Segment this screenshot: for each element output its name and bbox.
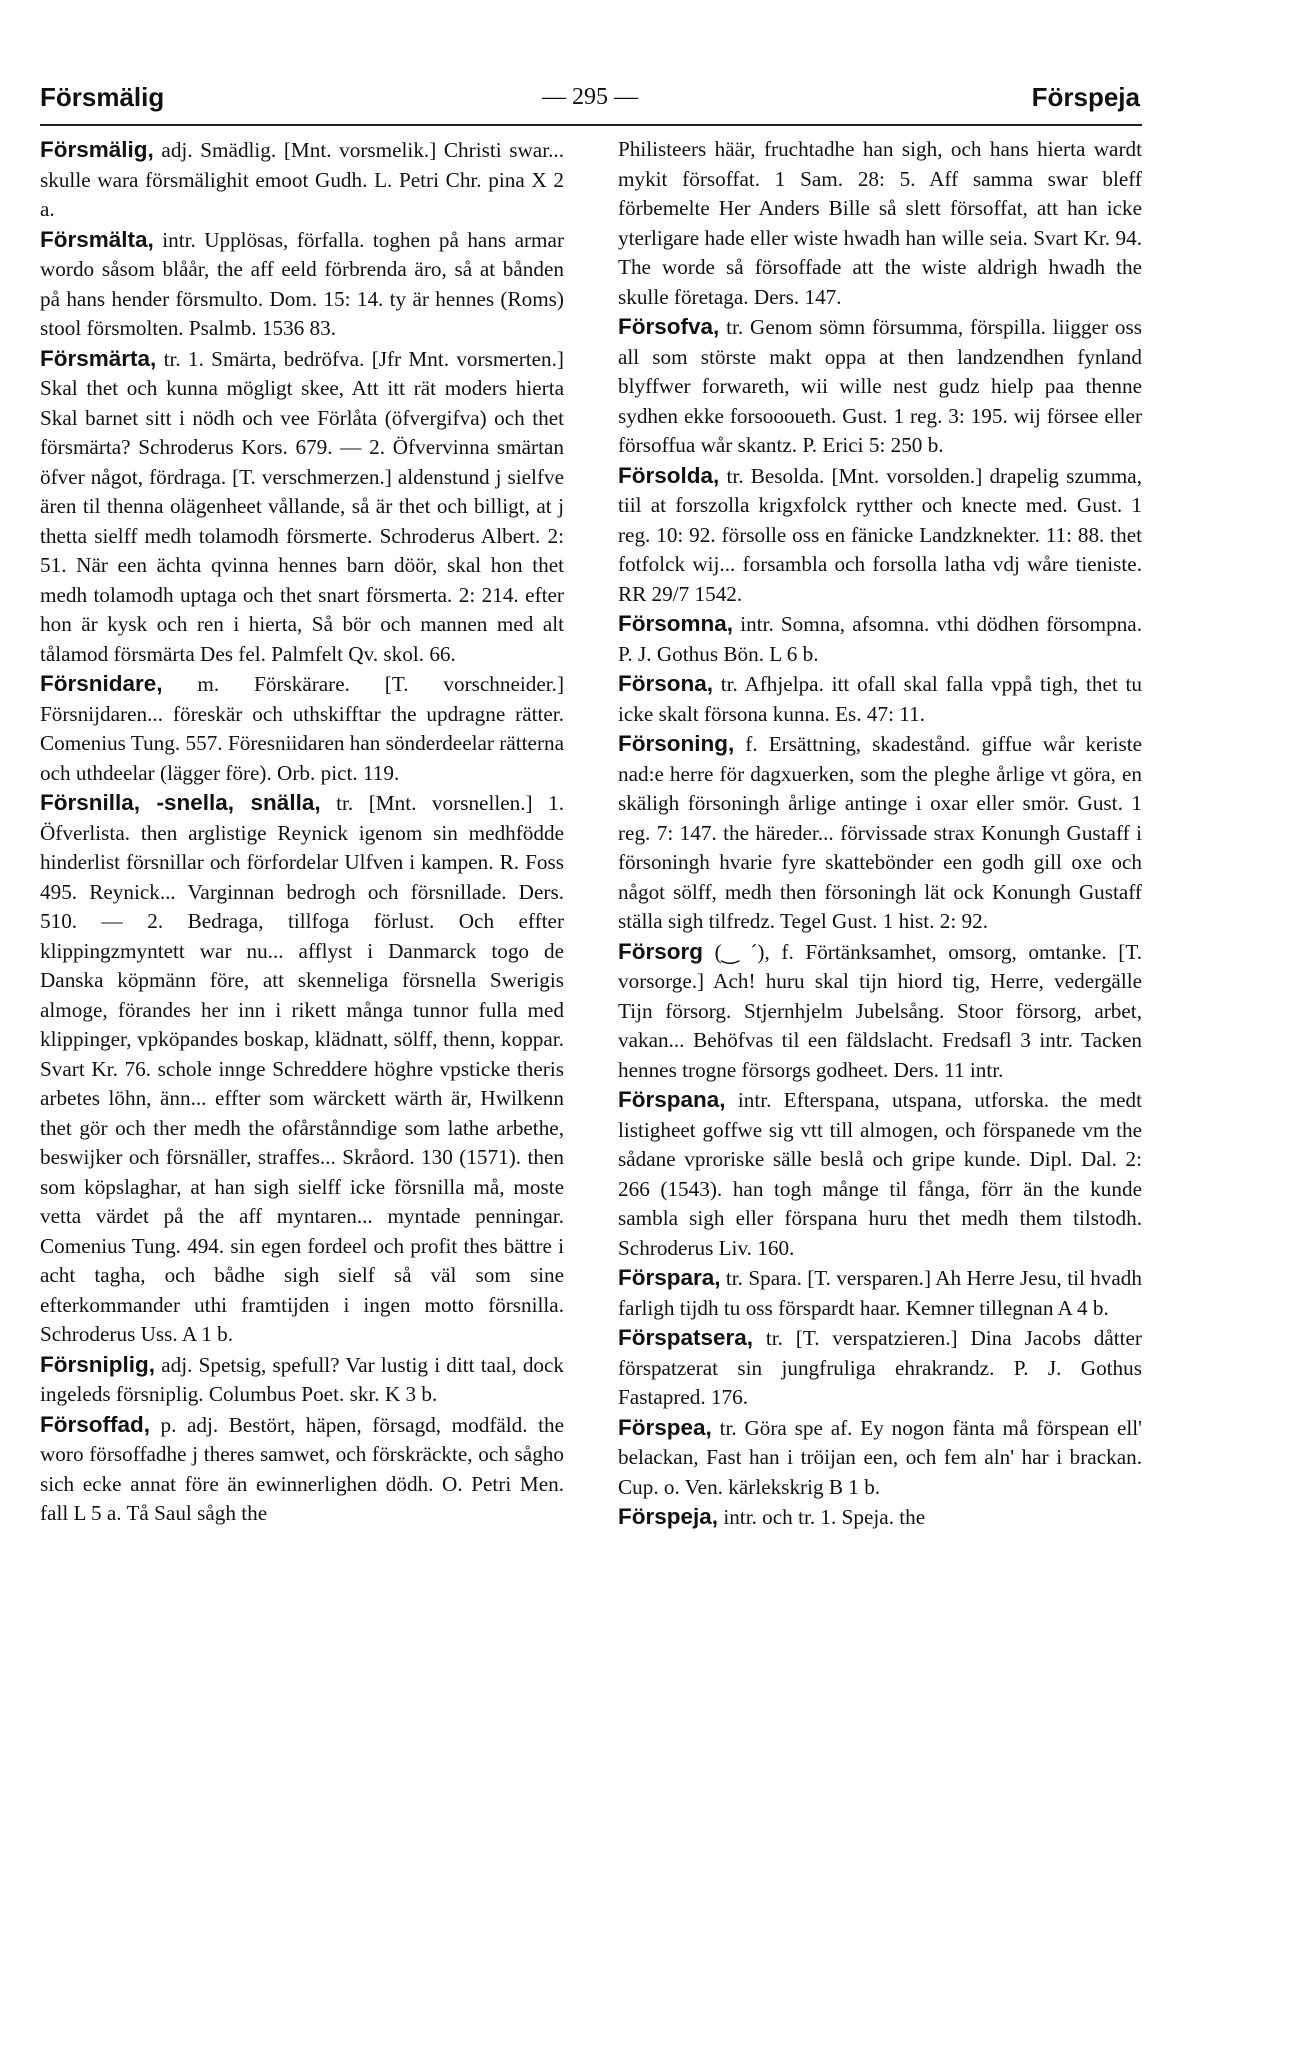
dictionary-entry (618, 312, 1142, 461)
entry-headword: Förspatsera, (618, 1325, 754, 1350)
header-first-word: Försmälig (40, 82, 165, 112)
entry-headword: Försmälta, (40, 226, 154, 252)
header-rule (40, 124, 1142, 126)
entry-headword: Försona, (618, 671, 714, 696)
entry-text: f. Ersättning, skadestånd. giffue wår keriste nad:e herre för dagxuerken, som the pleghe årlige vt göra, en skäligh försoningh årlige antinge i oxar eller smör. Gust. 1 reg. 7: 147. the häreder... förvissade strax Konungh Gustaff i försoningh hvarie fyre skattebönder een godh gill oxe och något sölff, medh then försoningh lät ock Konungh Gustaff ställa sigh tilfredz. Tegel Gust. 1 hist. 2: 92. (618, 732, 1142, 933)
entry-headword: Försmälig, (40, 137, 154, 162)
entry-text: m. Förskärare. [T. vorschneider.] Försnijdaren... föreskär och uthskifftar the updragne rätter. Comenius Tung. 557. Föresniidaren han sönderdeelar rätterna och uthdeelar (lägger före). Orb. pict. 119. (40, 672, 564, 785)
entry-text: intr. Somna, afsomna. vthi dödhen försompna. P. J. Gothus Bön. L 6 b. (618, 612, 1142, 666)
dictionary-entry (618, 669, 1142, 729)
entry-headword: Försomna, (618, 611, 734, 636)
entry-text: Philisteers häär, fruchtadhe han sigh, och hans hierta wardt mykit försoffat. 1 Sam. 28: 5. Aff samma swar bleff förbemelte Her Anders Bille så slett försoffat, att han icke yterligare hade eller wiste hwadh han wille seia. Svart Kr. 94. The worde så försoffade att the wiste aldrigh hwadh the skulle företaga. Ders. 147. (618, 137, 1142, 309)
dictionary-entry (618, 937, 1142, 1086)
dictionary-entry (618, 461, 1142, 610)
dictionary-entry (618, 1263, 1142, 1323)
dictionary-entry (618, 1085, 1142, 1263)
entry-headword: Försoning, (618, 731, 735, 756)
entry-text: tr. 1. Smärta, bedröfva. [Jfr Mnt. vorsmerten.] Skal thet och kunna mögligt skee, Att itt rät moders hierta Skal barnet sitt i nödh och vee Förlåta (öfvergifva) och thet försmärta? Schroderus Kors. 679. — 2. Öfvervinna smärtan öfver något, fördraga. [T. verschmerzen.] aldenstund j sielfve ären til thenna olägenheet vållande, så är thet och billigt, at j thetta sielff medh tolamodh försmerte. Schroderus Albert. 2: 51. När een ächta qvinna hennes barn döör, skal hon thet medh tolamodh uptaga och thet snart försmerta. 2: 214. efter hon är kysk och ren i hierta, Så bör och mannen med alt tålamod försmärta Des fel. Palmfelt Qv. skol. 66. (40, 346, 564, 666)
dictionary-entry (618, 1413, 1142, 1503)
dictionary-entry (618, 729, 1142, 937)
dictionary-entry (618, 135, 1142, 312)
dictionary-entry (40, 135, 564, 225)
dictionary-entry (40, 344, 564, 670)
dictionary-entry (618, 1323, 1142, 1413)
entry-headword: Försnidare, (40, 671, 163, 696)
entry-headword: Förspana, (618, 1087, 726, 1112)
entry-text: intr. Upplösas, förfalla. toghen på hans armar wordo såsom blåår, the aff eeld förbrenda äro, så at bånden på hans hender försmulto. Dom. 15: 14. ty är hennes (Roms) stool försmolten. Psalmb. 1536 83. (40, 227, 564, 340)
dictionary-entry (40, 1350, 564, 1410)
entry-text: tr. Afhjelpa. itt ofall skal falla vppå tigh, thet tu icke skalt försona kunna. Es. 47: 11. (618, 672, 1142, 726)
entry-text: intr. Efterspana, utspana, utforska. the medt listigheet goffwe sig vtt till almogen, och förspanede vm the sådane vproriske sälle beslå och gripe kunde. Dipl. Dal. 2: 266 (1543). han togh månge til fånga, förr än the kunde sambla sigh eller förspana huru thet medh them tilstodh. Schroderus Liv. 160. (618, 1088, 1142, 1260)
entry-text: tr. Besolda. [Mnt. vorsolden.] drapelig szumma, tiil at forszolla krigxfolck rytther och knecte med. Gust. 1 reg. 10: 92. försolle oss en fänicke Landzknekter. 11: 88. thet fotfolck wij... forsambla och forsolla latha vdj wåre tieniste. RR 29/7 1542. (618, 463, 1142, 606)
entry-headword: Försoffad, (40, 1411, 150, 1437)
entry-text: adj. Spetsig, spefull? Var lustig i ditt taal, dock ingeleds försniplig. Columbus Poet. skr. K 3 b. (40, 1352, 564, 1406)
dictionary-entry (618, 609, 1142, 669)
entry-text: adj. Smädlig. [Mnt. vorsmelik.] Christi swar... skulle wara försmälighit emoot Gudh. L. Petri Chr. pina X 2 a. (40, 138, 564, 221)
entry-text: p. adj. Bestört, häpen, försagd, modfäld. the woro försoffadhe j theres samwet, och förskräckte, och sågho sich ecke annat före än ewinnerlighen dödh. O. Petri Men. fall L 5 a. Tå Saul sågh the (40, 1412, 564, 1525)
dictionary-entry (40, 1410, 564, 1529)
dictionary-entry (618, 1502, 1142, 1533)
header-last-word: Förspeja (1031, 82, 1140, 112)
dictionary-entry (40, 788, 564, 1350)
right-column (618, 135, 1142, 1533)
entry-text: tr. Göra spe af. Ey nogon fänta må förspean ell' belackan, Fast han i tröijan een, och fem aln' har i brackan. Cup. o. Ven. kärlekskrig B 1 b. (618, 1415, 1142, 1499)
entry-text: tr. [T. verspatzieren.] Dina Jacobs dåtter förspatzerat sin jungfruliga ehrakrandz. P. J. Gothus Fastapred. 176. (618, 1326, 1142, 1409)
dictionary-entry (40, 669, 564, 788)
entry-headword: Försofva, (618, 314, 720, 339)
left-column (40, 135, 564, 1529)
page-header (40, 82, 1140, 122)
entry-headword: Förspara, (618, 1265, 721, 1290)
entry-headword: Försolda, (618, 462, 720, 488)
entry-headword: Försnilla, -snella, snälla, (40, 790, 321, 815)
entry-text: tr. Genom sömn försumma, förspilla. liigger oss all som störste makt oppa at then landzendhen fynland blyffwer forwareth, wii wille nest gudz hielp paa thenne sydhen ekke forsoooueth. Gust. 1 reg. 3: 195. wij försee eller försoffua wår skantz. P. Erici 5: 250 b. (618, 315, 1142, 457)
entry-text: (‿ ´), f. Förtänksamhet, omsorg, omtanke. [T. vorsorge.] Ach! huru skal tijn hiord tig, Herre, vedergälle Tijn försorg. Stjernhjelm Jubelsång. Stoor försorg, arbet, vakan... Behöfvas til een fäldslacht. Fredsafl 3 intr. Tacken hennes trogne försorgs godheet. Ders. 11 intr. (618, 939, 1142, 1082)
entry-headword: Försmärta, (40, 345, 157, 371)
entry-text: intr. och tr. 1. Speja. the (718, 1505, 926, 1529)
entry-text: tr. Spara. [T. versparen.] Ah Herre Jesu, til hvadh farligh tijdh tu oss förspardt haar. Kemner tillegnan A 4 b. (618, 1266, 1142, 1320)
dictionary-entry (40, 225, 564, 344)
entry-text: tr. [Mnt. vorsnellen.] 1. Öfverlista. then arglistige Reynick igenom sin medhfödde hinderlist försnillar och förfordelar Ulfven i kampen. R. Foss 495. Reynick... Varginnan bedrogh och försnillade. Ders. 510. — 2. Bedraga, tillfoga förlust. Och effter klippingzmyntett war nu... afflyst i Danmarck togo de Danska köpmänn före, att skenneliga försnella Swerigis almoge, förandes her inn i rikett många tunnor fulla med klippinger, vpköpandes boskap, klädnatt, sölff, thenn, koppar. Svart Kr. 76. schole innge Schreddere höghre vpsticke theris arbetes löhn, änn... effter som wärckett wärth är, Hwilkenn thet gör och ther medh the ofårstånndige som lathe arbethe, beswijker och försnäller, straffes... Skråord. 130 (1571). then som köpslaghar, at han sigh sielff icke försnilla må, moste vetta värdet på the aff myntaren... myntade penningar. Comenius Tung. 494. sin egen fordeel och profit thes bättre i acht tagha, och bådhe sigh sielf så väl som sine efterkommander uthi framtijden i ingen motto försnilla. Schroderus Uss. A 1 b. (40, 791, 565, 1346)
entry-headword: Förspea, (618, 1414, 712, 1440)
entry-headword: Försniplig, (40, 1351, 155, 1377)
entry-headword: Förspeja, (618, 1504, 719, 1529)
entry-headword: Försorg (618, 938, 704, 964)
page-number: — 295 — (542, 84, 638, 110)
